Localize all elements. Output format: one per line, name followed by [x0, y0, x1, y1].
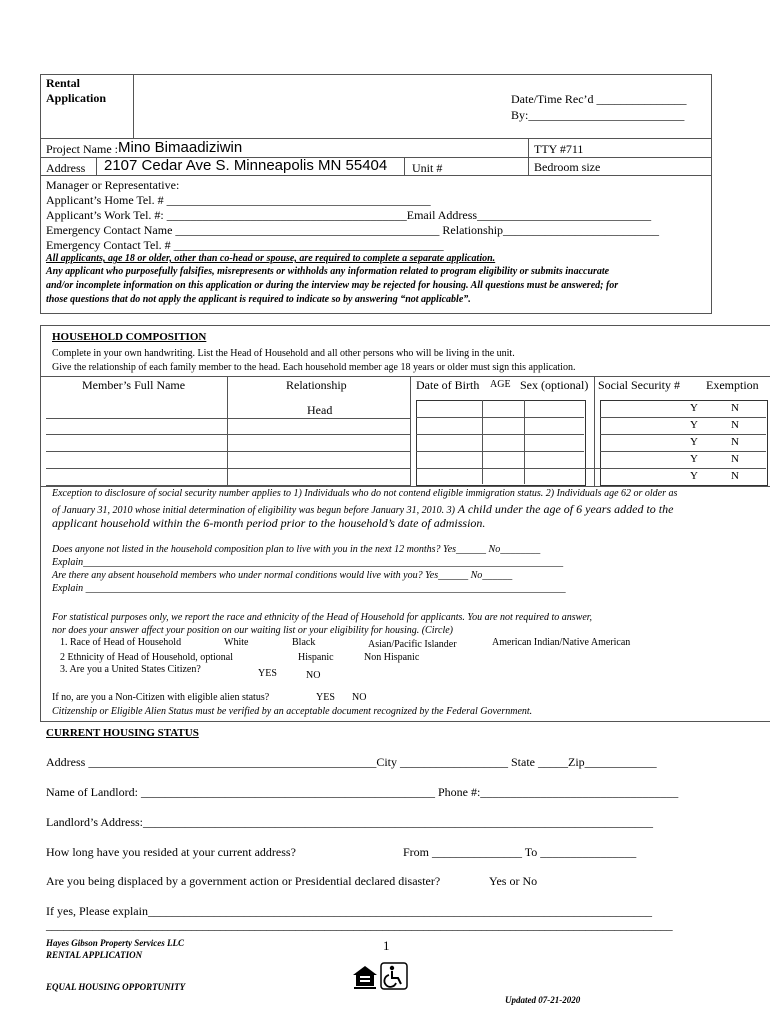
address-divider	[96, 157, 97, 175]
exempt-y-5[interactable]: Y	[690, 470, 698, 482]
notice-line3: those questions that do not apply the applicant is required to indicate so by answering “not applicable”.	[46, 294, 471, 305]
title-line1: Rental	[46, 76, 80, 90]
footer-updated: Updated 07-21-2020	[505, 995, 581, 1005]
col-ssn: Social Security #	[598, 378, 680, 392]
statistical-line2: nor does your answer affect your position on our waiting list or your eligibility for housing. (Circle)	[52, 625, 454, 636]
citizen-no[interactable]: NO	[306, 670, 321, 681]
displaced-explain[interactable]: If yes, Please explain____________________________________________________________________________________	[46, 904, 652, 918]
landlord-address[interactable]: Landlord’s Address:_____________________________________________________________________________________	[46, 815, 653, 829]
col-divider-3	[594, 376, 595, 486]
displaced-answer[interactable]: Yes or No	[489, 874, 538, 888]
exempt-y-4[interactable]: Y	[690, 453, 698, 465]
project-value[interactable]: Mino Bimaadiziwin	[118, 139, 243, 156]
notice-bold: All applicants, age 18 or older, other than co-head or spouse, are required to complete a separate application.	[46, 253, 496, 264]
col-name: Member’s Full Name	[82, 378, 186, 392]
grid-v2	[524, 400, 525, 484]
ssn-h4	[600, 468, 766, 469]
exception-line2b: A child under the age of 6 years added to the	[454, 502, 674, 516]
household-instr1: Complete in your own handwriting. List the Head of Household and all other persons who will be living in the unit.	[52, 348, 515, 359]
footer-doc: RENTAL APPLICATION	[46, 950, 143, 960]
exempt-y-2[interactable]: Y	[690, 419, 698, 431]
equal-housing-icon	[352, 964, 378, 990]
col-sex: Sex (optional)	[520, 378, 589, 392]
race-white[interactable]: White	[224, 637, 249, 648]
emergency-name-field[interactable]: Emergency Contact Name ____________________________________________ Relationship__________________________	[46, 223, 660, 237]
home-tel-field[interactable]: Applicant’s Home Tel. # ____________________________________________	[46, 193, 431, 207]
race-black[interactable]: Black	[292, 637, 316, 648]
notice-line2: and/or incomplete information on this application or during the interview may be rejected for housing. All questions must be answered; for	[46, 280, 619, 291]
footer-eho: EQUAL HOUSING OPPORTUNITY	[46, 982, 186, 992]
wheelchair-icon	[380, 962, 408, 990]
ssn-h3	[600, 451, 766, 452]
row-line-1	[46, 418, 410, 419]
race-asian[interactable]: Asian/Pacific Islander	[368, 639, 457, 650]
ethnicity-label: 2 Ethnicity of Head of Household, optional	[60, 652, 234, 663]
col-divider-2	[410, 376, 411, 486]
citizen-label: 3. Are you a United States Citizen?	[60, 664, 201, 675]
ethnicity-non-hispanic[interactable]: Non Hispanic	[364, 652, 420, 663]
residence-from-to[interactable]: From _______________ To ________________	[403, 845, 637, 859]
noncitizen-question: If no, are you a Non-Citizen with eligible alien status?	[52, 692, 270, 703]
citizen-yes[interactable]: YES	[258, 668, 277, 679]
residence-duration: How long have you resided at your current address?	[46, 845, 296, 859]
dob-grid[interactable]	[416, 400, 586, 486]
noncitizen-yes[interactable]: YES	[316, 692, 335, 703]
grid-v1	[482, 400, 483, 484]
grid-h4	[416, 468, 610, 469]
exempt-y-3[interactable]: Y	[690, 436, 698, 448]
tty-label: TTY #711	[534, 142, 584, 156]
manager-label[interactable]: Manager or Representative:	[46, 178, 180, 192]
grid-h3	[416, 451, 584, 452]
household-heading: HOUSEHOLD COMPOSITION	[52, 331, 207, 343]
citizenship-verify: Citizenship or Eligible Alien Status must be verified by an acceptable document recognized by the Federal Government.	[52, 706, 533, 717]
project-label: Project Name :	[46, 142, 118, 156]
race-native[interactable]: American Indian/Native American	[492, 637, 631, 648]
exempt-n-2[interactable]: N	[731, 419, 739, 431]
exception-line2a: of January 31, 2010 whose initial determination of eligibility was begun before January 31, 2010. 3)	[52, 505, 455, 516]
unit-label[interactable]: Unit #	[412, 161, 443, 175]
race-label: 1. Race of Head of Household	[60, 637, 182, 648]
question-2[interactable]: Are there any absent household members who under normal conditions would live with you? Yes______ No______	[52, 570, 513, 581]
exempt-n-5[interactable]: N	[731, 470, 739, 482]
displaced-explain-line2[interactable]: ____________________________________________________________________________________________________________	[46, 918, 673, 932]
ssn-grid[interactable]	[600, 400, 768, 486]
table-bottom	[40, 486, 770, 487]
ethnicity-hispanic[interactable]: Hispanic	[298, 652, 334, 663]
col-dob: Date of Birth	[416, 378, 480, 392]
row-line-2	[46, 434, 410, 435]
landlord-name[interactable]: Name of Landlord: _________________________________________________ Phone #:_________________________________	[46, 785, 679, 799]
grid-h2	[416, 434, 584, 435]
unit-divider	[404, 157, 405, 175]
page-number: 1	[383, 938, 390, 953]
housing-heading: CURRENT HOUSING STATUS	[46, 727, 199, 739]
displaced-question: Are you being displaced by a government action or Presidential declared disaster?	[46, 874, 441, 888]
col-exemption: Exemption	[706, 378, 759, 392]
household-instr2: Give the relationship of each family member to the head. Each household member age 18 years or older must sign this application.	[52, 362, 576, 373]
tty-divider	[528, 138, 529, 175]
emergency-tel-field[interactable]: Emergency Contact Tel. # _____________________________________________	[46, 238, 444, 252]
question-1-explain[interactable]: Explain________________________________________________________________________________________________	[52, 557, 564, 568]
ssn-h2	[600, 434, 766, 435]
exempt-n-4[interactable]: N	[731, 453, 739, 465]
notice-line1: Any applicant who purposefully falsifies, misrepresents or withholds any information related to program eligibility or submits inaccurate	[46, 266, 610, 277]
exempt-n-1[interactable]: N	[731, 402, 739, 414]
title-line2: Application	[46, 91, 107, 105]
col-divider-1	[227, 376, 228, 486]
footer-company: Hayes Gibson Property Services LLC	[46, 938, 184, 948]
address-value[interactable]: 2107 Cedar Ave S. Minneapolis MN 55404	[104, 157, 388, 174]
table-header-top	[40, 376, 770, 377]
exception-line1: Exception to disclosure of social security number applies to 1) Individuals who do not contend eligible immigration status. 2) Individuals age 62 or older as	[52, 488, 678, 499]
work-tel-field[interactable]: Applicant’s Work Tel. #: ________________________________________Email Address_____________________________	[46, 208, 652, 222]
col-relationship: Relationship	[286, 378, 347, 392]
header-divider	[133, 74, 134, 138]
exempt-n-3[interactable]: N	[731, 436, 739, 448]
exempt-y-1[interactable]: Y	[690, 402, 698, 414]
statistical-line1: For statistical purposes only, we report the race and ethnicity of the Head of Household for applicants. You are not required to answer,	[52, 612, 593, 623]
address-label: Address	[46, 161, 86, 175]
question-1[interactable]: Does anyone not listed in the household composition plan to live with you in the next 12 months? Yes______ No________	[52, 544, 541, 555]
noncitizen-no[interactable]: NO	[352, 692, 367, 703]
exception-line3: applicant household within the 6-month period prior to the household’s date of admission.	[52, 516, 486, 530]
exception-line2	[52, 502, 673, 517]
grid-h1	[416, 417, 584, 418]
bedroom-label[interactable]: Bedroom size	[534, 160, 601, 174]
row-line-3	[46, 451, 410, 452]
housing-address[interactable]: Address ________________________________________________City __________________ State _____Zip____________	[46, 755, 657, 769]
received-by[interactable]: By:__________________________	[511, 108, 685, 122]
date-received[interactable]: Date/Time Rec’d _______________	[511, 92, 687, 106]
col-age: AGE	[490, 379, 511, 390]
question-2-explain[interactable]: Explain ________________________________________________________________________________________________	[52, 583, 566, 594]
head-label: Head	[307, 403, 333, 417]
address-rule	[40, 175, 711, 176]
row-line-4	[46, 468, 410, 469]
ssn-h1	[600, 417, 766, 418]
